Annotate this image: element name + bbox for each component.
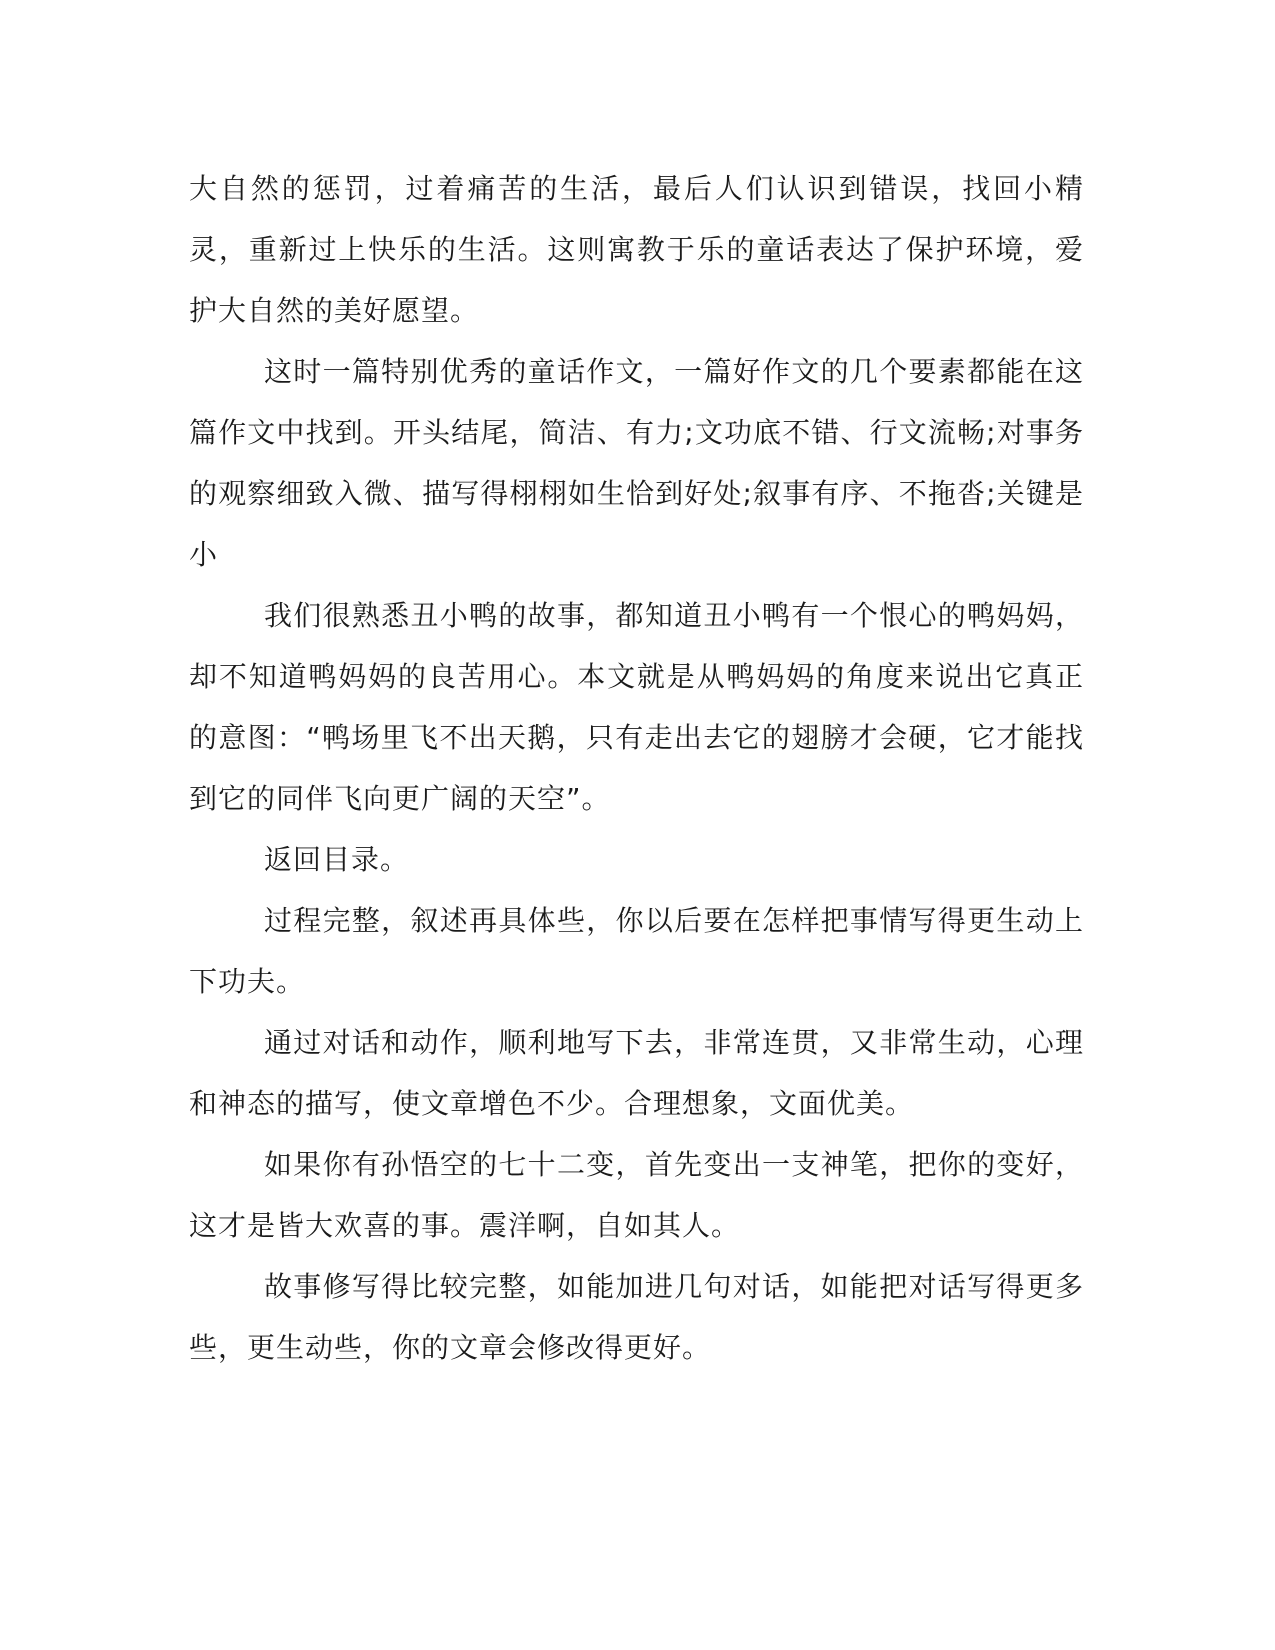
paragraph-3: 我们很熟悉丑小鸭的故事，都知道丑小鸭有一个恨心的鸭妈妈，却不知道鸭妈妈的良苦用心。本文就是从鸭妈妈的角度来说出它真正的意图：“鸭场里飞不出天鹅，只有走出去它的翅膀才会硬，它才能找到它的同伴飞向更广阔的天空”。	[189, 599, 1084, 815]
paragraph-7: 如果你有孙悟空的七十二变，首先变出一支神笔，把你的变好，这才是皆大欢喜的事。震洋啊，自如其人。	[189, 1148, 1084, 1242]
paragraph-6: 通过对话和动作，顺利地写下去，非常连贯，又非常生动，心理和神态的描写，使文章增色不少。合理想象，文面优美。	[189, 1026, 1084, 1120]
document-body	[189, 158, 1084, 1378]
paragraph-8: 故事修写得比较完整，如能加进几句对话，如能把对话写得更多些，更生动些，你的文章会修改得更好。	[189, 1270, 1084, 1364]
paragraph-1: 大自然的惩罚，过着痛苦的生活，最后人们认识到错误，找回小精灵，重新过上快乐的生活。这则寓教于乐的童话表达了保护环境，爱护大自然的美好愿望。	[189, 172, 1084, 327]
paragraph-4: 返回目录。	[264, 843, 410, 876]
paragraph-2: 这时一篇特别优秀的童话作文，一篇好作文的几个要素都能在这篇作文中找到。开头结尾，简洁、有力;文功底不错、行文流畅;对事务的观察细致入微、描写得栩栩如生恰到好处;叙事有序、不拖沓;关键是小	[189, 355, 1084, 571]
paragraph-5: 过程完整，叙述再具体些，你以后要在怎样把事情写得更生动上下功夫。	[189, 904, 1084, 998]
